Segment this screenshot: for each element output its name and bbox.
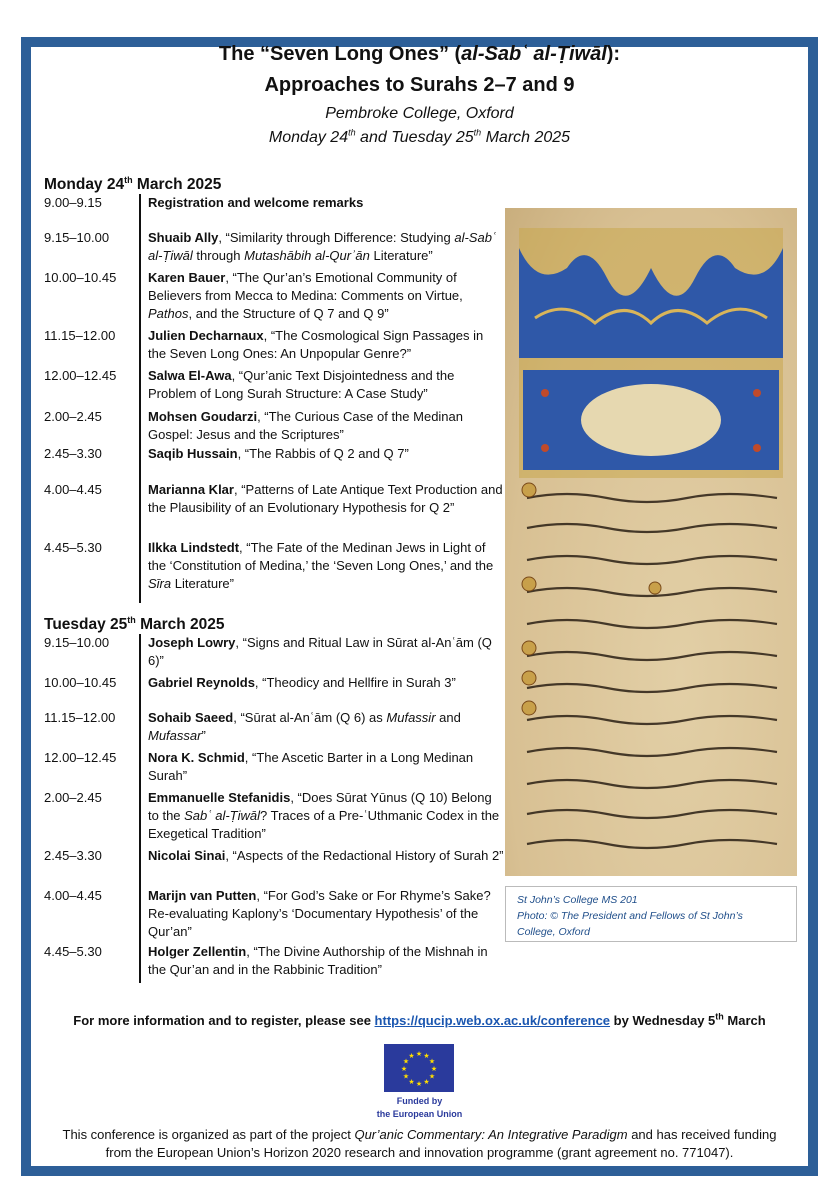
star-icon: ★ [415, 1051, 423, 1058]
venue: Pembroke College, Oxford [325, 105, 514, 122]
session-title [139, 709, 504, 749]
text-segment: Qur’anic Commentary: An Integrative Paradigm [354, 1127, 628, 1142]
speaker-name: Joseph Lowry [148, 635, 236, 650]
speaker-name: Nicolai Sinai [148, 848, 226, 863]
speaker-name: Mohsen Goudarzi [148, 409, 258, 424]
session-time: 4.00–4.45 [44, 888, 102, 903]
session-row [44, 709, 504, 749]
text-segment: Mufassar [148, 728, 202, 743]
info-end: March [723, 1013, 766, 1028]
session-row [44, 194, 504, 229]
text-segment: March 2025 [135, 616, 225, 633]
session-row [44, 229, 504, 269]
text-segment: March 2025 [132, 176, 222, 193]
text-segment: th [127, 614, 136, 625]
star-icon: ★ [402, 1073, 410, 1081]
speaker-name: Sohaib Saeed [148, 710, 234, 725]
text-segment: This conference is organized as part of the project [62, 1127, 355, 1142]
text-segment: , “Signs and Ritual Law in Sūrat al-Anʿām (Q 6)” [148, 635, 492, 668]
registration-info [0, 1013, 839, 1028]
text-segment: and has received funding from the European Union’s Horizon 2020 research and innovation programme (grant agreement no. 771047). [105, 1127, 777, 1160]
star-icon: ★ [430, 1066, 438, 1073]
monday-schedule [44, 194, 504, 615]
text-segment: and Tuesday 25 [355, 129, 474, 146]
session-time: 11.15–12.00 [44, 328, 116, 343]
speaker-name: Holger Zellentin [148, 944, 247, 959]
title-line-1 [0, 42, 839, 66]
text-segment: ” [201, 728, 206, 743]
session-time: 12.00–12.45 [44, 750, 117, 765]
text-segment: Sabʿ al-Ṭiwāl [184, 808, 260, 823]
speaker-name: Gabriel Reynolds [148, 675, 255, 690]
speaker-name: Marijn van Putten [148, 888, 257, 903]
text-segment: Mutashābih al-Qurʾān [244, 248, 370, 263]
speaker-name: Salwa El-Awa [148, 368, 232, 383]
star-icon: ★ [423, 1078, 430, 1086]
speaker-name: Saqib Hussain [148, 446, 238, 461]
session-time: 4.45–5.30 [44, 944, 102, 959]
session-title [139, 481, 504, 539]
text-segment: , “Similarity through Difference: Studying [218, 230, 455, 245]
text-segment: ): [606, 43, 621, 65]
session-title [139, 408, 504, 445]
session-title [139, 943, 504, 983]
star-icon: ★ [428, 1058, 436, 1066]
text-segment: , “For God’s Sake or For Rhyme’s Sake? Re-evaluating Kaplony’s ‘Documentary Hypothesis’ of the Qur’an” [148, 888, 491, 939]
session-title [139, 445, 504, 481]
speaker-name: Ilkka Lindstedt [148, 540, 240, 555]
eu-line: Funded by [396, 1096, 443, 1106]
session-title [139, 749, 504, 789]
speaker-name: Marianna Klar [148, 482, 234, 497]
text-segment: th [348, 127, 356, 138]
caption-line: College, Oxford [517, 926, 590, 938]
star-icon: ★ [402, 1058, 410, 1066]
caption-line: St John’s College MS 201 [517, 894, 638, 906]
session-row [44, 789, 504, 847]
session-title [139, 634, 504, 674]
session-time: 9.00–9.15 [44, 195, 102, 210]
eu-line: the European Union [376, 1109, 463, 1119]
speaker-name: Shuaib Ally [148, 230, 219, 245]
info-suffix: by Wednesday 5 [610, 1013, 716, 1028]
text-segment: , and the Structure of Q 7 and Q 9” [188, 306, 389, 321]
star-icon: ★ [408, 1078, 415, 1086]
star-icon: ★ [408, 1053, 415, 1061]
session-time: 12.00–12.45 [44, 368, 117, 383]
session-time: 9.15–10.00 [44, 230, 110, 245]
session-title [139, 269, 504, 327]
session-row [44, 445, 504, 481]
text-segment: ? Traces of a Pre-ʿUthmanic Codex in the Exegetical Tradition” [148, 808, 500, 841]
info-prefix: For more information and to register, please see [73, 1013, 375, 1028]
text-segment: , “The Cosmological Sign Passages in the Seven Long Ones: An Unpopular Genre?” [148, 328, 484, 361]
text-segment: Literature” [171, 576, 234, 591]
text-segment: Mufassir [386, 710, 436, 725]
session-row [44, 408, 504, 445]
text-segment: Sīra [148, 576, 172, 591]
speaker-name: Karen Bauer [148, 270, 226, 285]
text-segment: , “The Rabbis of Q 2 and Q 7” [237, 446, 409, 461]
speaker-name: Registration and welcome remarks [148, 195, 364, 210]
session-title [139, 674, 504, 709]
session-row [44, 327, 504, 367]
caption-line: Photo: © The President and Fellows of St John’s [517, 910, 743, 922]
session-row [44, 269, 504, 327]
text-segment: , “The Ascetic Barter in a Long Medinan Surah” [148, 750, 474, 783]
text-segment: Tuesday 25 [44, 616, 128, 633]
text-segment: th [124, 174, 133, 185]
session-title [139, 194, 504, 229]
session-title [139, 887, 504, 943]
eu-flag-logo [384, 1044, 454, 1092]
session-row [44, 847, 504, 887]
text-segment: , “The Qur’an’s Emotional Community of Believers from Mecca to Medina: Comments on Virtue, [148, 270, 463, 303]
text-segment: , “Patterns of Late Antique Text Production and the Plausibility of an Evolutionary Hypothesis for Q 2” [148, 482, 503, 515]
session-time: 10.00–10.45 [44, 675, 117, 690]
text-segment: , “The Curious Case of the Medinan Gospel: Jesus and the Scriptures” [148, 409, 463, 442]
session-row [44, 749, 504, 789]
text-segment: , “The Fate of the Medinan Jews in Light of the ‘Constitution of Medina,’ the ‘Seven Long Ones,’ and the [148, 540, 494, 573]
text-segment: Literature” [369, 248, 433, 263]
schedule [44, 175, 504, 983]
session-title [139, 847, 504, 887]
text-segment: , “Theodicy and Hellfire in Surah 3” [254, 675, 456, 690]
star-icon: ★ [400, 1066, 408, 1073]
session-time: 2.00–2.45 [44, 409, 102, 424]
session-row [44, 539, 504, 603]
session-title [139, 539, 504, 603]
day-heading-tuesday [44, 615, 504, 634]
day-heading-monday [44, 175, 504, 194]
text-segment: al-Sabʿ al-Ṭiwāl [148, 230, 497, 263]
text-segment: through [192, 248, 245, 263]
session-time: 9.15–10.00 [44, 635, 110, 650]
session-time: 11.15–12.00 [44, 710, 116, 725]
session-time: 2.00–2.45 [44, 790, 102, 805]
conference-dates [0, 128, 839, 148]
speaker-name: Julien Decharnaux [148, 328, 264, 343]
session-row [44, 674, 504, 709]
session-time: 4.45–5.30 [44, 540, 102, 555]
text-segment: and [435, 710, 461, 725]
star-icon: ★ [415, 1081, 423, 1088]
text-segment: , “Qur’anic Text Disjointedness and the Problem of Long Surah Structure: A Case Study” [148, 368, 455, 401]
text-segment: Monday 24 [268, 129, 349, 146]
text-segment: , “The Divine Authorship of the Mishnah in the Qur’an and in the Rabbinic Tradition” [148, 944, 488, 977]
speaker-name: Emmanuelle Stefanidis [148, 790, 291, 805]
ordinal-suffix: th [715, 1011, 724, 1022]
text-segment: th [473, 127, 482, 138]
image-caption [505, 886, 797, 942]
text-segment: , “Does Sūrat Yūnus (Q 10) Belong to the [148, 790, 492, 823]
title-line-2: Approaches to Surahs 2–7 and 9 [264, 74, 575, 96]
text-segment: Monday 24 [44, 176, 125, 193]
text-segment: The “Seven Long Ones” ( [218, 43, 462, 65]
session-row [44, 367, 504, 408]
speaker-name: Nora K. Schmid [148, 750, 245, 765]
manuscript-image [505, 208, 797, 876]
session-title [139, 229, 504, 269]
eu-funded-label [0, 1095, 839, 1121]
session-row [44, 634, 504, 674]
session-title [139, 789, 504, 847]
session-title [139, 327, 504, 367]
session-time: 2.45–3.30 [44, 446, 102, 461]
session-title [139, 367, 504, 408]
star-icon: ★ [428, 1073, 436, 1081]
session-time: 4.00–4.45 [44, 482, 102, 497]
conference-link[interactable]: https://qucip.web.ox.ac.uk/conference [374, 1013, 611, 1028]
footer-note [52, 1126, 787, 1162]
star-icon: ★ [423, 1053, 430, 1061]
tuesday-schedule [44, 634, 504, 983]
text-segment: , “Aspects of the Redactional History of Surah 2” [225, 848, 504, 863]
text-segment: March 2025 [481, 129, 571, 146]
text-segment: al-Sabʿ al-Ṭiwāl [461, 43, 607, 65]
session-row [44, 887, 504, 943]
text-segment: Pathos [148, 306, 189, 321]
text-segment: , “Sūrat al-Anʿām (Q 6) as [233, 710, 387, 725]
session-row [44, 943, 504, 983]
session-time: 2.45–3.30 [44, 848, 102, 863]
session-time: 10.00–10.45 [44, 270, 117, 285]
session-row [44, 481, 504, 539]
